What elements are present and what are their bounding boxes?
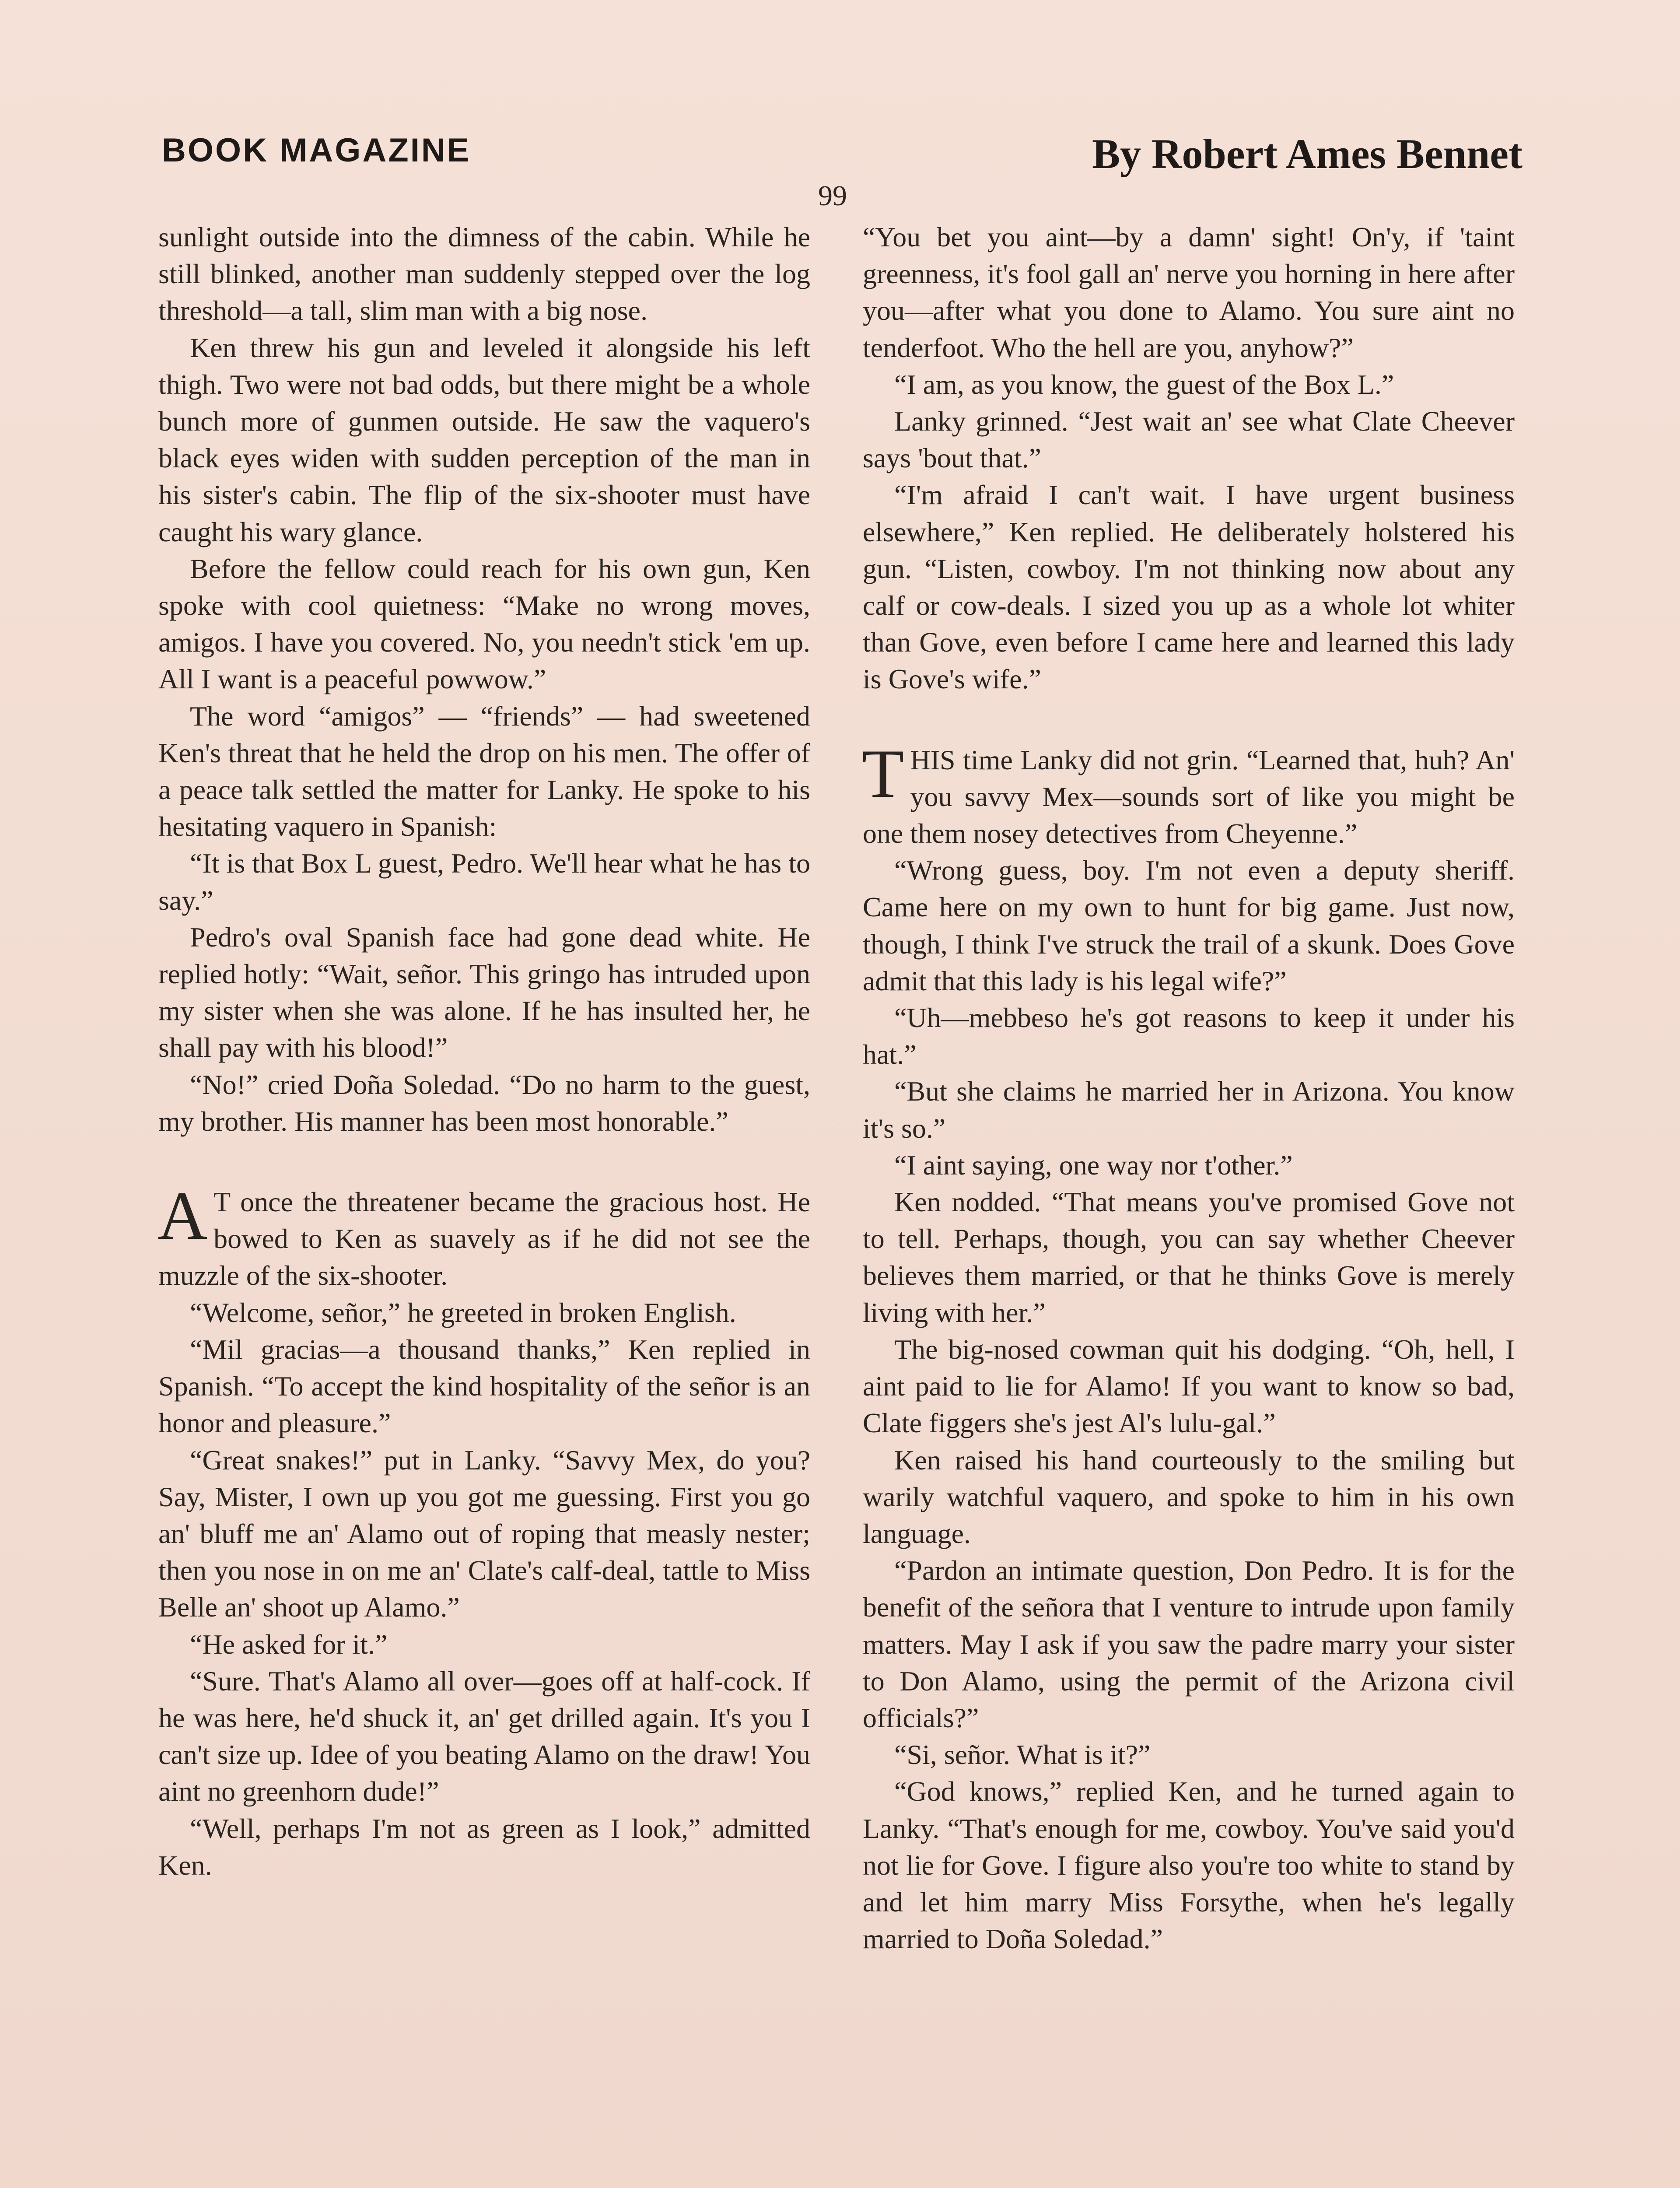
drop-cap: A xyxy=(158,1178,208,1255)
paragraph: Pedro's oval Spanish face had gone dead white. He replied hotly: “Wait, señor. This gringo has intruded upon my sister when she was alone. If he has insulted her, he shall pay with his blood!” xyxy=(158,921,810,1063)
paragraph: “No!” cried Doña Soledad. “Do no harm to the guest, my brother. His manner has been most honorable.” xyxy=(158,1069,810,1137)
paragraph: “You bet you aint—by a damn' sight! On'y, if 'taint greenness, it's fool gall an' nerve you horning in here after you—after what you done to Alamo. You sure aint no tenderfoot. Who the hell are you, anyhow?” xyxy=(863,221,1515,363)
right-column xyxy=(863,219,1515,1957)
paragraph-text: HIS time Lanky did not grin. “Learned that, huh? An' you savvy Mex—sounds sort of like you might be one them nosey detectives from Cheyenne.” xyxy=(863,744,1515,849)
paragraph: “Mil gracias—a thousand thanks,” Ken replied in Spanish. “To accept the kind hospitality of the señor is an honor and pleasure.” xyxy=(158,1333,810,1439)
paragraph: The big-nosed cowman quit his dodging. “Oh, hell, I aint paid to lie for Alamo! If you want to know so bad, Clate figgers she's jest Al's lulu-gal.” xyxy=(863,1333,1515,1439)
paragraph: Lanky grinned. “Jest wait an' see what Clate Cheever says 'bout that.” xyxy=(863,406,1515,474)
page-number: 99 xyxy=(818,180,847,212)
paragraph: “Sure. That's Alamo all over—goes off at half-cock. If he was here, he'd shuck it, an' get drilled again. It's you I can't size up. Idee of you beating Alamo on the draw! You aint no greenhorn dude!” xyxy=(158,1665,810,1807)
paragraph: Before the fellow could reach for his own gun, Ken spoke with cool quietness: “Make no wrong moves, amigos. I have you covered. No, you needn't stick 'em up. All I want is a peaceful powwow.” xyxy=(158,553,810,695)
paragraph: “I am, as you know, the guest of the Box L.” xyxy=(894,368,1394,400)
paragraph: “God knows,” replied Ken, and he turned again to Lanky. “That's enough for me, cowboy. You've said you'd not lie for Gove. I figure also you're too white to stand by and let him marry Miss Forsythe, when he's legally married to Doña Soledad.” xyxy=(863,1776,1515,1955)
paragraph: “Well, perhaps I'm not as green as I look,” admitted Ken. xyxy=(158,1813,810,1881)
author-byline: By Robert Ames Bennet xyxy=(1092,130,1522,177)
paragraph: Ken nodded. “That means you've promised Gove not to tell. Perhaps, though, you can say whether Cheever believes them married, or that he thinks Gove is merely living with her.” xyxy=(863,1186,1515,1328)
paragraph: “It is that Box L guest, Pedro. We'll hear what he has to say.” xyxy=(158,848,810,916)
paragraph: “Great snakes!” put in Lanky. “Savvy Mex, do you? Say, Mister, I own up you got me guessing. First you go an' bluff me an' Alamo out of roping that measly nester; then you nose in on me an' Clate's calf-deal, tattle to Miss Belle an' shoot up Alamo.” xyxy=(158,1444,810,1623)
paragraph: Ken threw his gun and leveled it alongside his left thigh. Two were not bad odds, but there might be a whole bunch more of gunmen outside. He saw the vaquero's black eyes widen with sudden perception of the man in his sister's cabin. The flip of the six-shooter must have caught his wary glance. xyxy=(158,332,810,547)
paragraph: “Wrong guess, boy. I'm not even a deputy sheriff. Came here on my own to hunt for big game. Just now, though, I think I've struck the trail of a skunk. Does Gove admit that this lady is his legal wife?” xyxy=(863,855,1515,996)
paragraph: “But she claims he married her in Arizona. You know it's so.” xyxy=(863,1076,1515,1144)
paragraph: “Si, señor. What is it?” xyxy=(894,1739,1151,1771)
drop-cap: T xyxy=(862,735,904,812)
paragraph: “Welcome, señor,” he greeted in broken English. xyxy=(190,1297,736,1328)
publication-title: BOOK MAGAZINE xyxy=(162,132,471,169)
left-column xyxy=(158,219,810,1884)
section-paragraph xyxy=(862,735,1515,852)
paragraph: Ken raised his hand courteously to the smiling but warily watchful vaquero, and spoke to him in his own language. xyxy=(863,1444,1515,1549)
paragraph-text: T once the threatener became the gracious host. He bowed to Ken as suavely as if he did not see the muzzle of the six-shooter. xyxy=(158,1186,810,1291)
paragraph: “I'm afraid I can't wait. I have urgent business elsewhere,” Ken replied. He deliberately holstered his gun. “Listen, cowboy. I'm not thinking now about any calf or cow-deals. I sized you up as a whole lot whiter than Gove, even before I came here and learned this lady is Gove's wife.” xyxy=(863,479,1515,695)
section-paragraph xyxy=(158,1178,810,1294)
paragraph: “Uh—mebbeso he's got reasons to keep it under his hat.” xyxy=(863,1002,1515,1070)
paragraph: “I aint saying, one way nor t'other.” xyxy=(894,1149,1293,1181)
paragraph: The word “amigos” — “friends” — had sweetened Ken's threat that he held the drop on his men. The offer of a peace talk settled the matter for Lanky. He spoke to his hesitating vaquero in Spanish: xyxy=(158,700,810,842)
paragraph: “Pardon an intimate question, Don Pedro. It is for the benefit of the señora that I venture to intrude upon family matters. May I ask if you saw the padre marry your sister to Don Alamo, using the permit of the Arizona civil officials?” xyxy=(863,1555,1515,1733)
paragraph: sunlight outside into the dimness of the cabin. While he still blinked, another man suddenly stepped over the log threshold—a tall, slim man with a big nose. xyxy=(158,221,810,326)
paragraph: “He asked for it.” xyxy=(190,1628,388,1660)
